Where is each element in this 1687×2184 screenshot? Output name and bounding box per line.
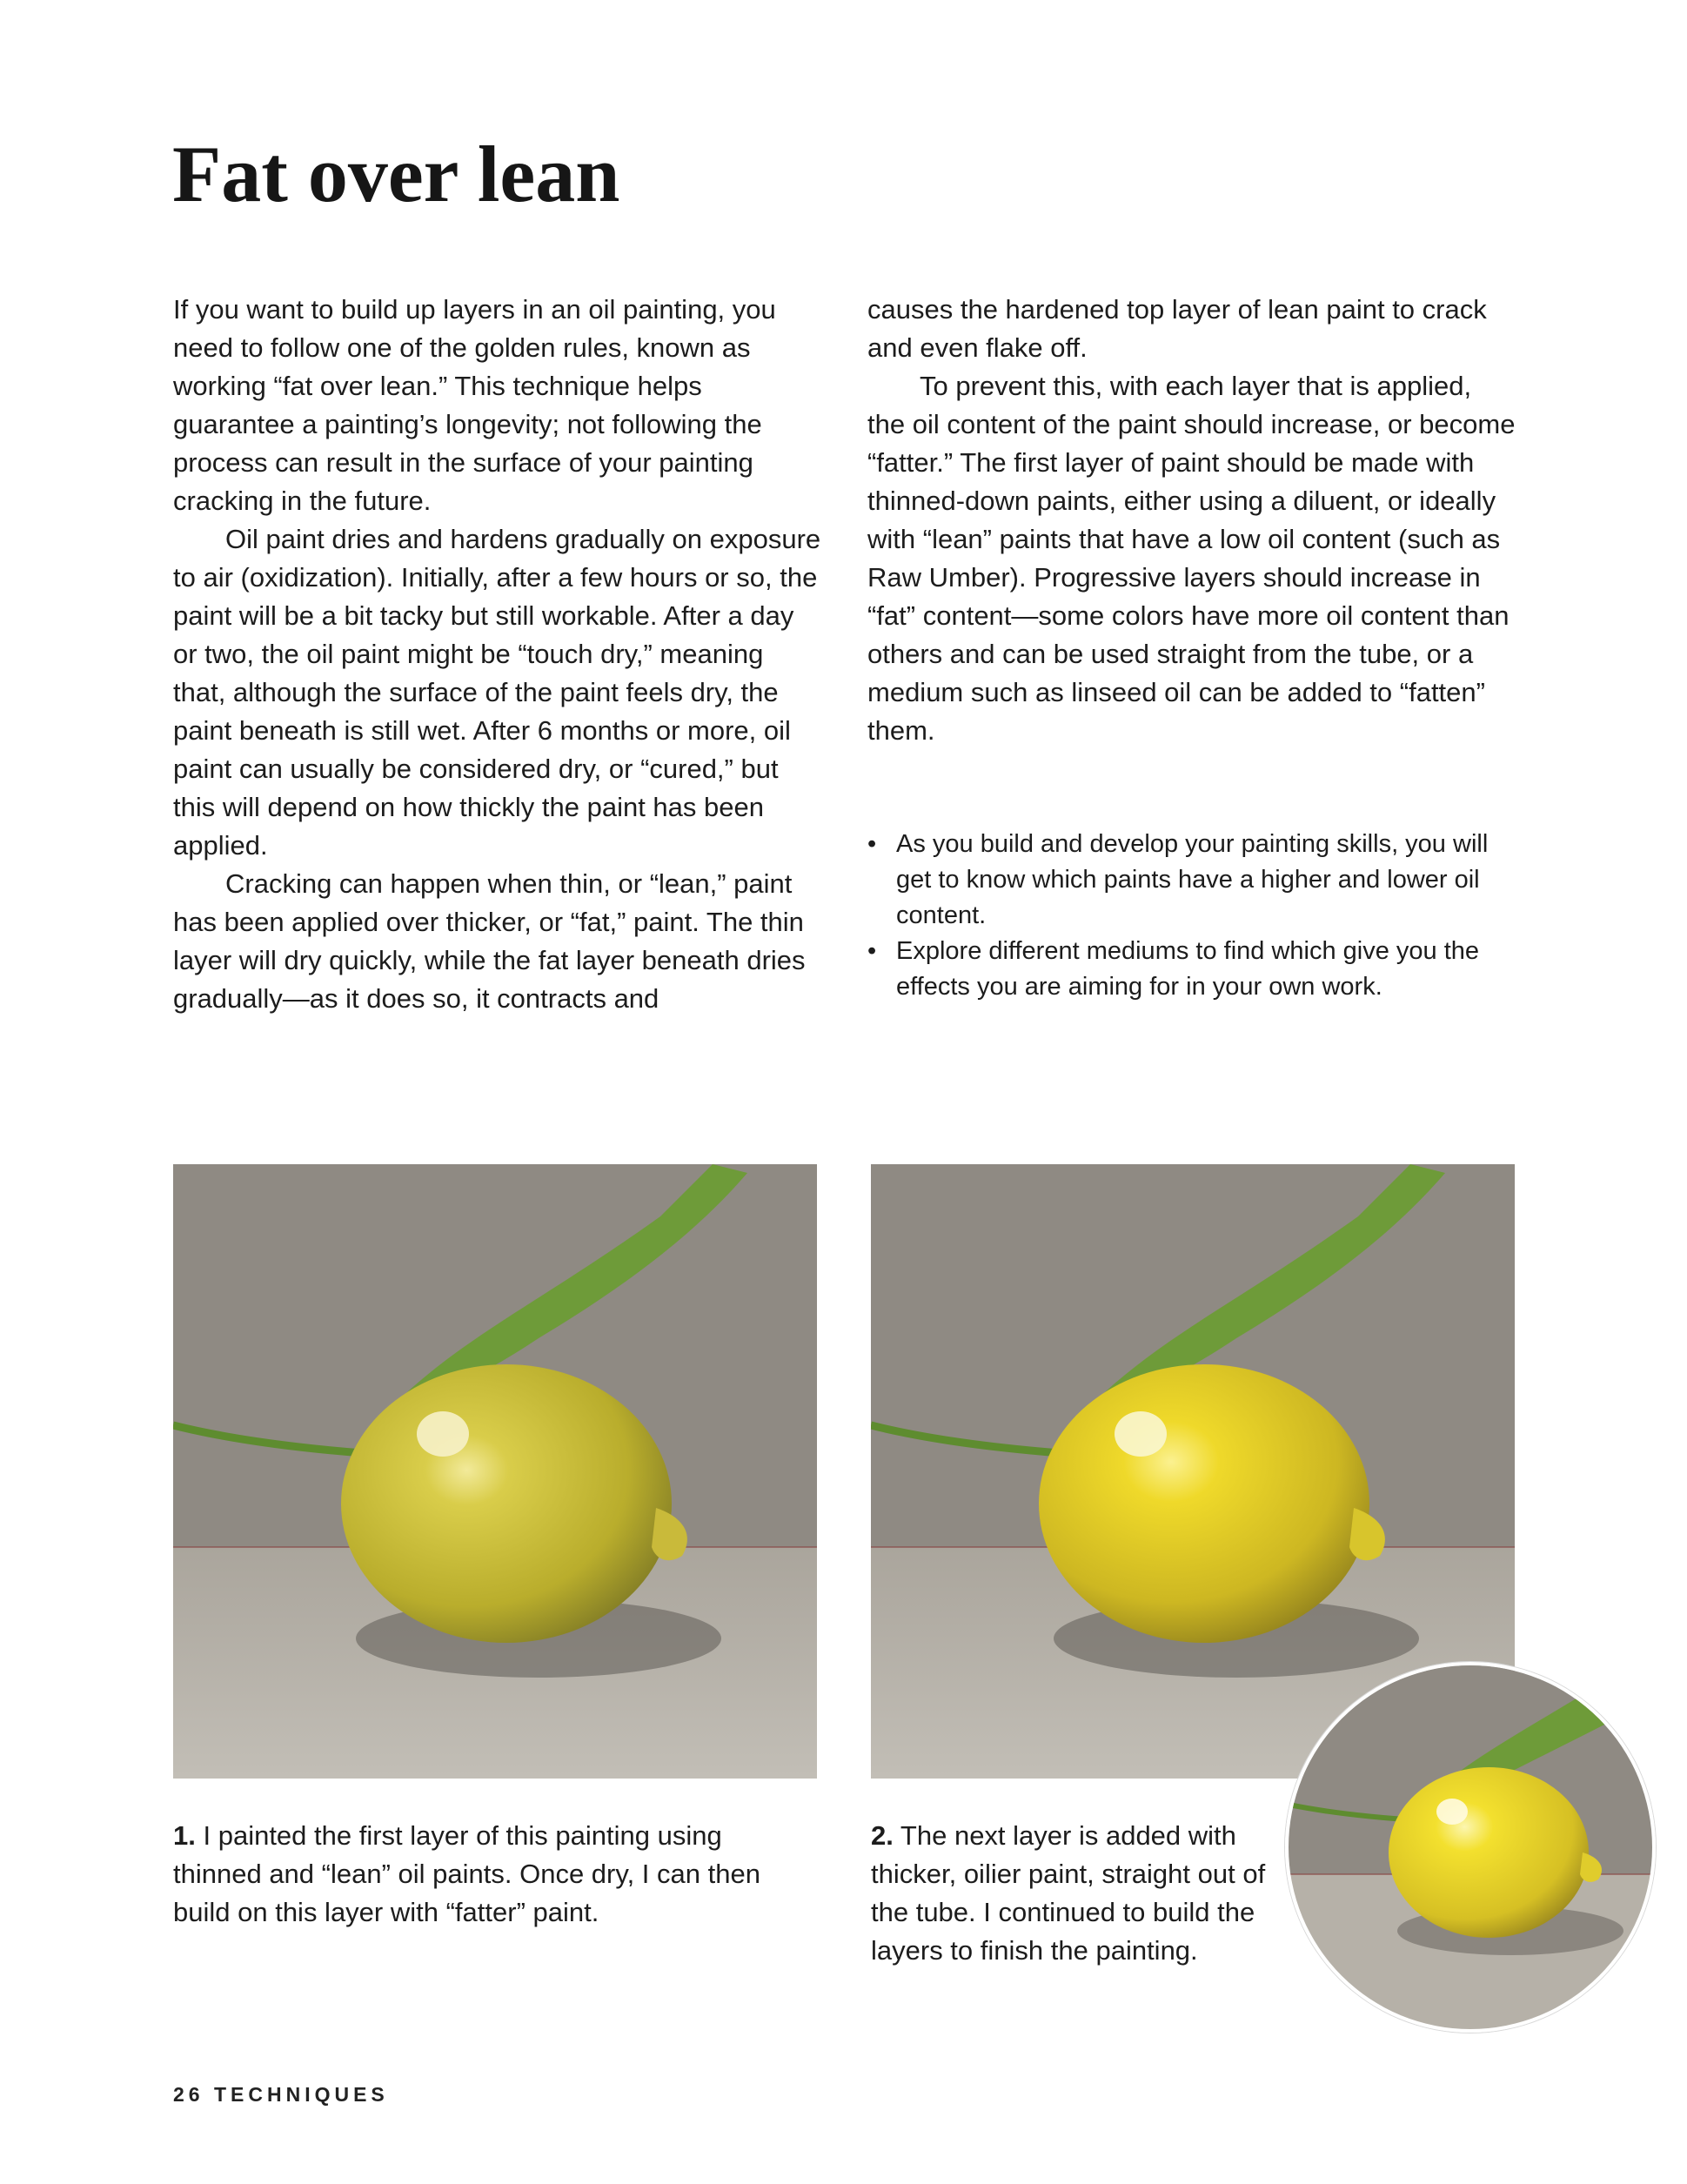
lemon-painting-first-layer	[173, 1164, 817, 1779]
tip-item: • Explore different mediums to find which give you the effects you are aiming for in your own work.	[867, 934, 1503, 1005]
caption-number: 1.	[173, 1820, 196, 1851]
tips-list	[867, 827, 1503, 1005]
finished-painting-inset	[1285, 1662, 1656, 2033]
lemon-painting-finished	[1289, 1665, 1652, 2029]
caption-text: The next layer is added with thicker, oilier paint, straight out of the tube. I continued to build the layers to finish the painting.	[871, 1820, 1266, 1966]
page-footer	[173, 2083, 389, 2107]
caption-step-1	[173, 1817, 800, 1932]
body-column-left	[173, 291, 821, 1018]
caption-number: 2.	[871, 1820, 894, 1851]
caption-text: I painted the first layer of this painting using thinned and “lean” oil paints. Once dry, I can then build on this layer with “fatter” paint.	[173, 1820, 760, 1927]
caption-step-2	[871, 1817, 1280, 1970]
body-column-right	[867, 291, 1516, 750]
section-name: TECHNIQUES	[213, 2083, 389, 2106]
tip-item: • As you build and develop your painting skills, you will get to know which paints have a higher and lower oil content.	[867, 827, 1503, 934]
page-title: Fat over lean	[172, 130, 620, 218]
paragraph: If you want to build up layers in an oil painting, you need to follow one of the golden rules, known as working “fat over lean.” This technique helps guarantee a painting’s longevity; not following the process can result in the surface of your painting cracking in the future.	[173, 294, 776, 516]
paragraph: Oil paint dries and hardens gradually on exposure to air (oxidization). Initially, after a few hours or so, the paint will be a bit tacky but still workable. After a day or two, the oil paint might be “touch dry,” meaning that, although the surface of the paint feels dry, the paint beneath is still wet. After 6 months or more, oil paint can usually be considered dry, or “cured,” but this will depend on how thickly the paint has been applied.	[173, 524, 821, 861]
paragraph: causes the hardened top layer of lean paint to crack and even flake off.	[867, 294, 1487, 363]
paragraph: To prevent this, with each layer that is applied, the oil content of the paint should increase, or become “fatter.” The first layer of paint should be made with thinned-down paints, either using a diluent, or ideally with “lean” paints that have a low oil content (such as Raw Umber). Progressive layers should increase in “fat” content—some colors have more oil content than others and can be used straight from the tube, or a medium such as linseed oil can be added to “fatten” them.	[867, 371, 1516, 746]
paragraph: Cracking can happen when thin, or “lean,” paint has been applied over thicker, or “fat,” paint. The thin layer will dry quickly, while the fat layer beneath dries gradually—as it does so, it contracts and	[173, 868, 806, 1014]
page-number: 26	[173, 2083, 204, 2106]
